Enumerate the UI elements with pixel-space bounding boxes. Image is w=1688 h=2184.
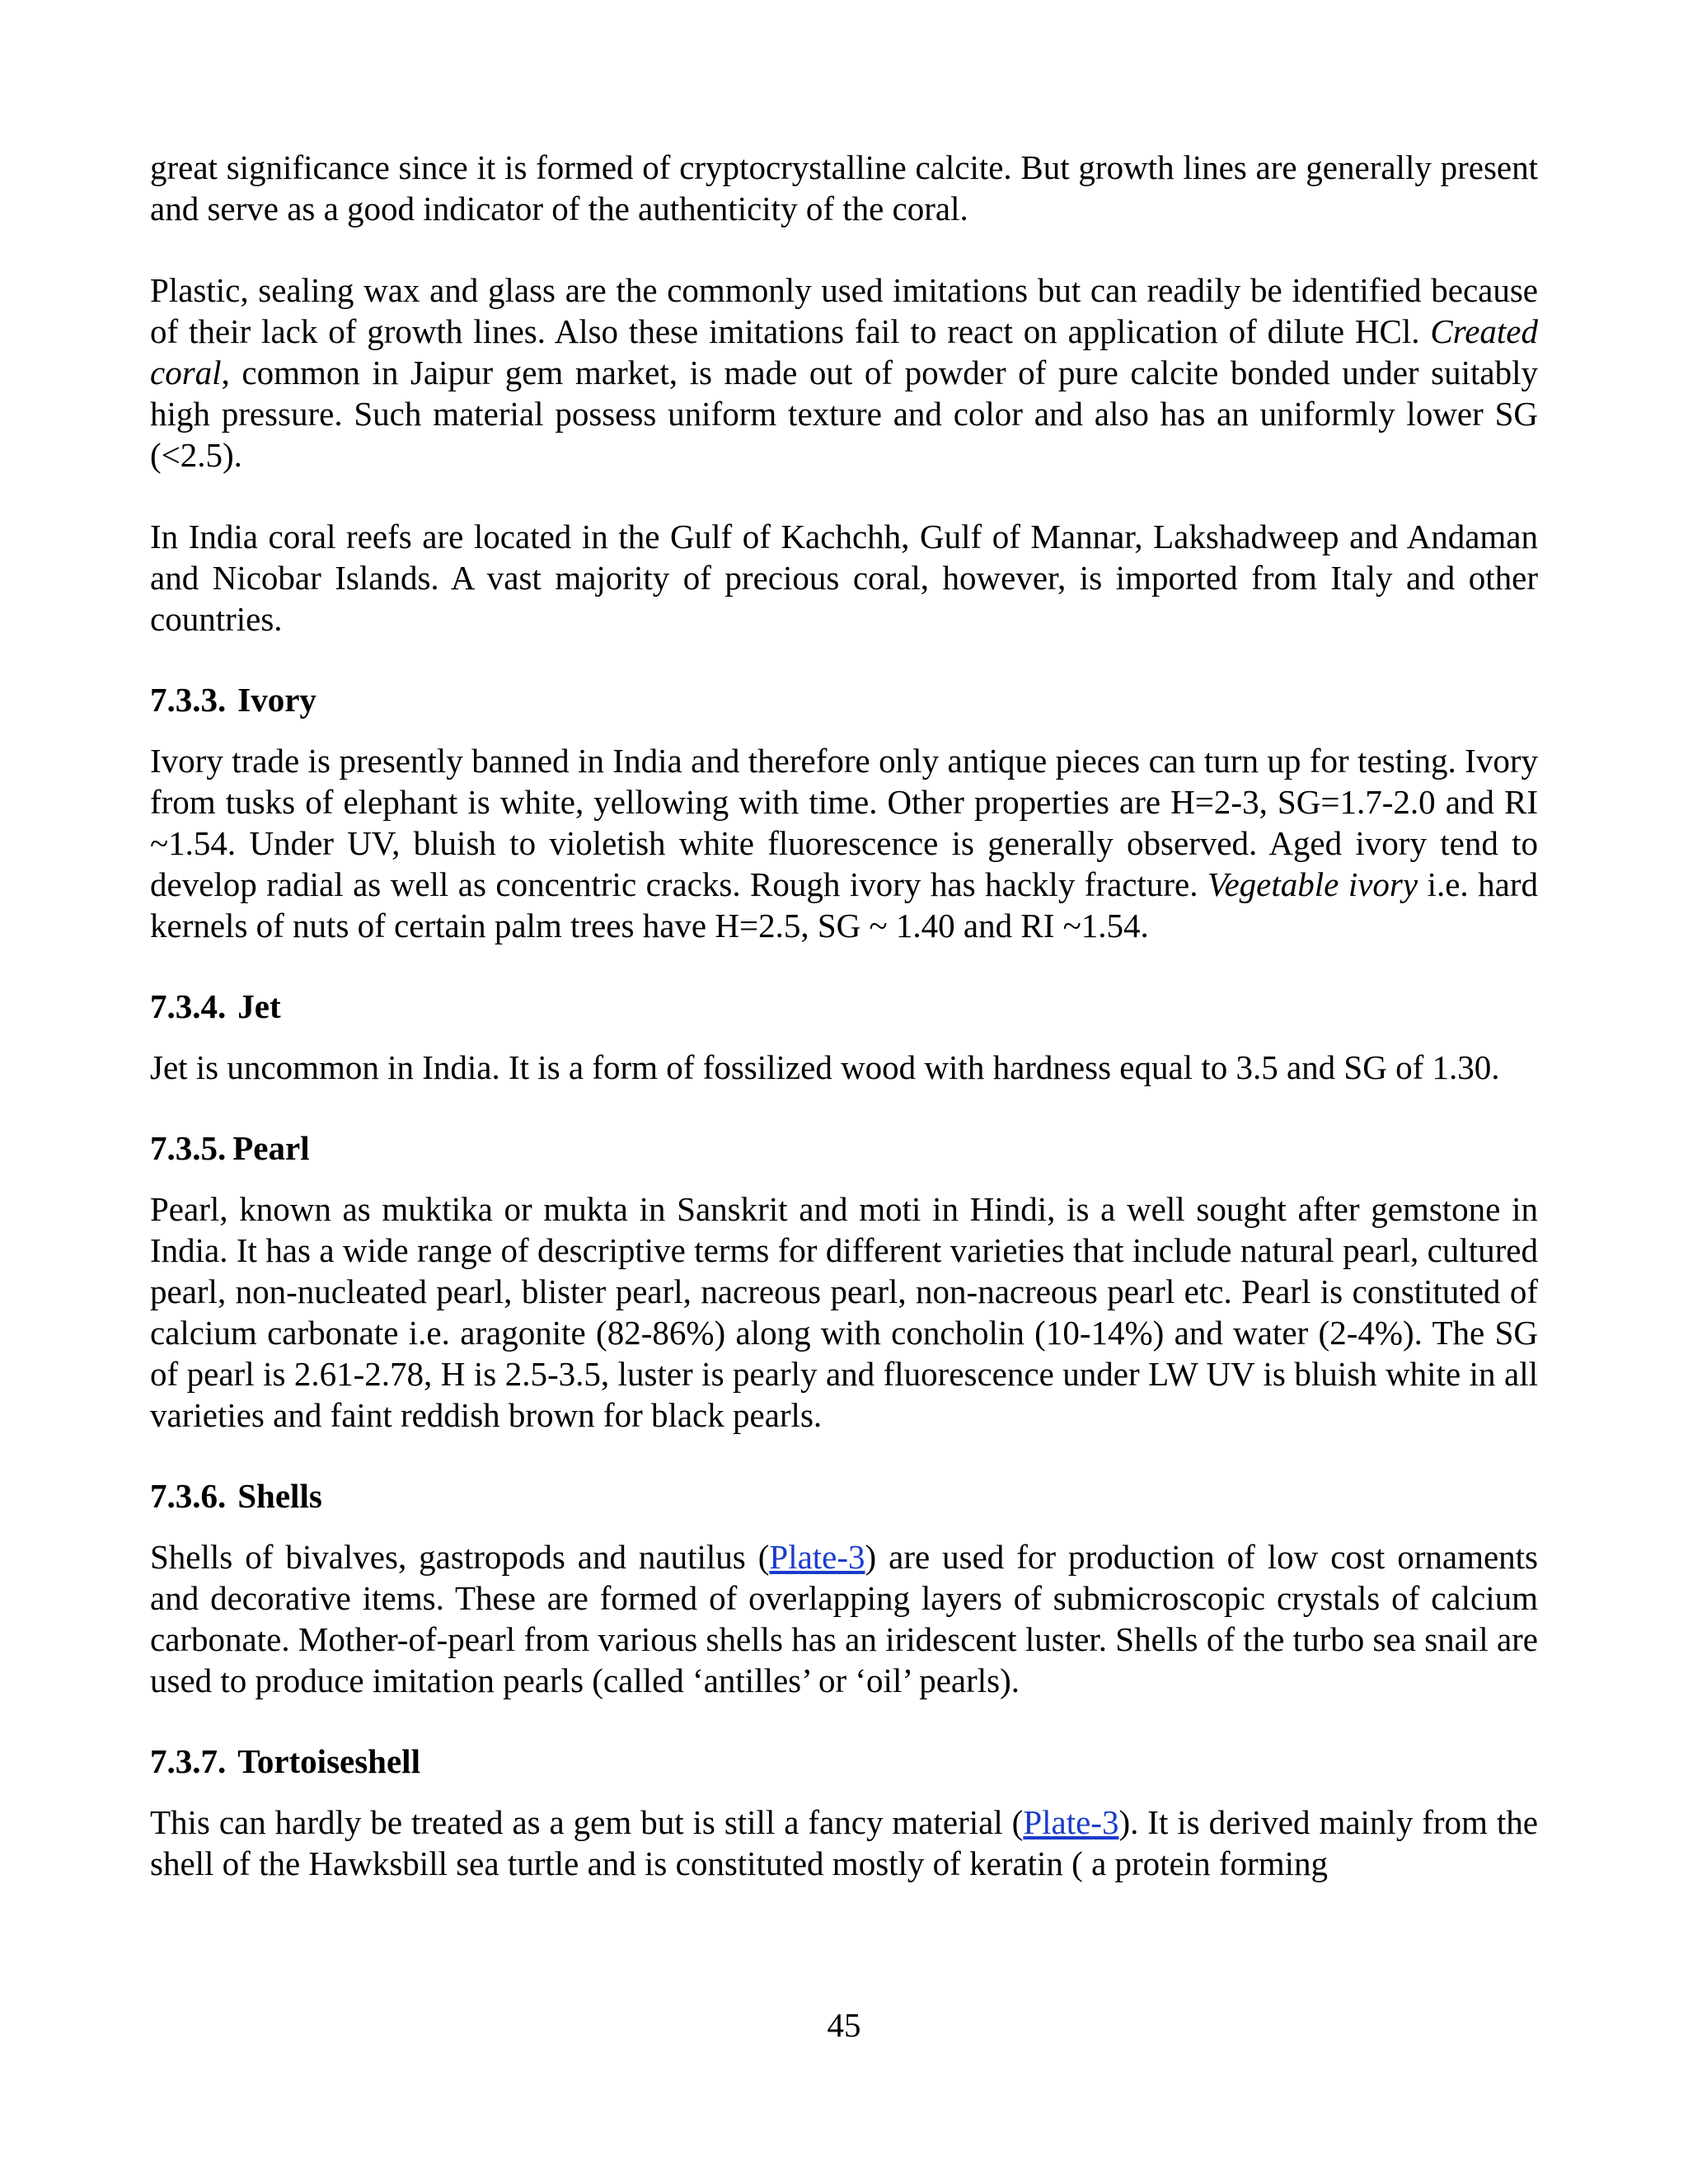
paragraph-pearl: Pearl, known as muktika or mukta in Sanskrit and moti in Hindi, is a well sought after gemstone in India. It has a wide range of descriptive terms for different varieties that include natural pearl, cultured pearl, non-nucleated pearl, blister pearl, nacreous pearl, non-nacreous pearl etc. Pearl is constituted of calcium carbonate i.e. aragonite (82-86%) along with concholin (10-14%) and water (2-4%). The SG of pearl is 2.61-2.78, H is 2.5-3.5, luster is pearly and fluorescence under LW UV is bluish white in all varieties and faint reddish brown for black pearls. — [150, 1190, 1538, 1434]
section-number: 7.3.7. — [150, 1742, 227, 1780]
plate-3-link[interactable]: Plate-3 — [769, 1538, 865, 1576]
section-number: 7.3.3. — [150, 681, 227, 719]
section-heading-shells — [150, 1475, 1538, 1516]
text-run: , common in Jaipur gem market, is made out of powder of pure calcite bonded under suitably high pressure. Such material possess uniform texture and color and also has an uniformly lower SG (<2.5). — [150, 354, 1538, 474]
section-title: Shells — [237, 1477, 322, 1515]
section-title: Jet — [237, 987, 281, 1025]
section-title: Tortoiseshell — [237, 1742, 420, 1780]
section-heading-jet — [150, 986, 1538, 1027]
paragraph-coral-growth-lines: great significance since it is formed of cryptocrystalline calcite. But growth lines are generally present and serve as a good indicator of the authenticity of the coral. — [150, 148, 1538, 227]
document-body — [150, 147, 1538, 1884]
section-number: 7.3.6. — [150, 1477, 227, 1515]
section-number: 7.3.4. — [150, 987, 227, 1025]
paragraph-shells — [150, 1536, 1538, 1701]
paragraph-tortoiseshell — [150, 1802, 1538, 1884]
paragraph-ivory — [150, 740, 1538, 946]
term-vegetable-ivory: Vegetable ivory — [1207, 865, 1418, 903]
section-title: Pearl — [232, 1129, 310, 1167]
section-title: Ivory — [237, 681, 316, 719]
section-heading-ivory — [150, 679, 1538, 720]
text-run: Ivory trade is presently banned in India and therefore only antique pieces can turn up for testing. Ivory from tusks of elephant is white, yellowing with time. Other properties are H=2-3, SG=1.7-2.0 and RI ~1.54. Under UV, bluish to violetish white fluorescence is generally observed. Aged ivory tend to develop radial as well as concentric cracks. Rough ivory has hackly fracture. — [150, 742, 1538, 903]
paragraph-jet: Jet is uncommon in India. It is a form of fossilized wood with hardness equal to 3.5 and SG of 1.30. — [150, 1048, 1500, 1086]
text-run: This can hardly be treated as a gem but is still a fancy material ( — [150, 1803, 1024, 1841]
page-number: 45 — [827, 2006, 861, 2044]
section-heading-tortoiseshell — [150, 1741, 1538, 1782]
text-run: ) are used for production of low cost ornaments and decorative items. These are formed of overlapping layers of submicroscopic crystals of calcium carbonate. Mother-of-pearl from various shells has an iridescent luster. Shells of the turbo sea snail are used to produce imitation pearls (called ‘antilles’ or ‘oil’ pearls). — [150, 1538, 1539, 1699]
paragraph-coral-reefs-india: In India coral reefs are located in the Gulf of Kachchh, Gulf of Mannar, Lakshadweep and Andaman and Nicobar Islands. A vast majority of precious coral, however, is imported from Italy and other countries. — [150, 518, 1538, 638]
plate-3-link[interactable]: Plate-3 — [1023, 1803, 1119, 1841]
text-run: i.e. hard kernels of nuts of certain palm trees have H=2.5, SG ~ 1.40 and RI ~1.54. — [150, 865, 1538, 944]
section-heading-pearl — [150, 1127, 1538, 1169]
text-run: ). It is derived mainly from the shell of the Hawksbill sea turtle and is constituted mostly of keratin ( a protein forming — [150, 1803, 1538, 1882]
section-number: 7.3.5. — [150, 1129, 227, 1167]
text-run: Shells of bivalves, gastropods and nautilus ( — [150, 1538, 770, 1576]
text-run: Plastic, sealing wax and glass are the commonly used imitations but can readily be identified because of their lack of growth lines. Also these imitations fail to react on application of dilute HCl. — [150, 271, 1538, 350]
term-created-coral: Created coral — [150, 312, 1538, 391]
paragraph-coral-imitations — [150, 269, 1538, 476]
